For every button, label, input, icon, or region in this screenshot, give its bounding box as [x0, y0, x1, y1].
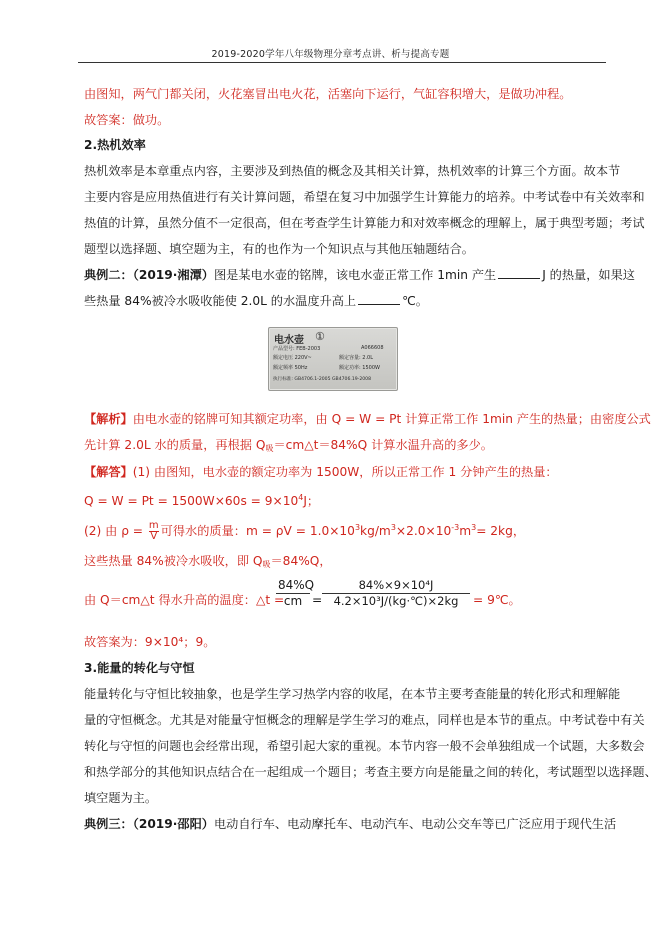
- answer-line-5-prefix: 由 Q＝cm△t 得水升高的温度：△t =: [84, 593, 285, 607]
- s2-line-2: 主要内容是应用热值进行有关计算问题，希望在复习中加强学生计算能力的培养。中考试卷中有关效率和: [84, 190, 645, 204]
- analysis-line-1: 【解析】由电水壶的铭牌可知其额定功率，由 Q = W = Pt 计算正常工作 1min 产生的热量；由密度公式: [84, 412, 651, 426]
- analysis-line-2: 先计算 2.0L 水的质量，再根据 $Q_吸=cm\triangle t=84\%Q$ 计算水温升高的多少。: [84, 438, 493, 453]
- answer-line-3: (2) 由 ρ = $\frac{m}{V}$ 可得水的质量：$m = \rho V = 1.0\times 10^3kg/m^3\times 2.0\times 10^{-3}m^3= 2kg$，: [84, 520, 526, 542]
- p2: 故答案：做功。: [84, 113, 170, 127]
- p1: 由图知，两气门都关闭，火花塞冒出电火花，活塞向下运行，气缸容积增大，是做功冲程。: [84, 87, 572, 101]
- s2-line-3: 热值的计算，虽然分值不一定很高，但在考查学生计算能力和对效率概念的理解上，属于典型考题；考试: [84, 216, 645, 230]
- example-3-label: 典例三：（2019·邵阳）: [84, 817, 214, 831]
- section-2-title: 2.热机效率: [84, 138, 146, 152]
- numeric-fraction: 84%×9×10⁴J 4.2×10³J/(kg·℃)×2kg: [322, 578, 470, 608]
- s2-line-4: 题型以选择题、填空题为主，有的也作为一个知识点与其他压轴题结合。: [84, 242, 474, 256]
- example-2-question-line-2: 些热量 84%被冷水吸收能使 2.0L 的水温度升高上 ℃。: [84, 294, 428, 308]
- equals-sign: =: [312, 593, 323, 607]
- example-2-question-line-1: 典例二：（2019·湘潭）图是某电水壶的铭牌，该电水壶正常工作 1min 产生 J 的热量，如果这: [84, 268, 635, 282]
- page-header: 2019-2020学年八年级物理分章考点讲、析与提高专题: [211, 49, 450, 60]
- s3-line-4: 和热学部分的其他知识点结合在一起组成一个题目；考查主要方向是能量之间的转化，考试题型以选择题、: [84, 765, 657, 779]
- answer-blank-1: [498, 267, 540, 279]
- header-divider: [78, 62, 606, 63]
- answer-line-4: 这些热量 84%被冷水吸收，即 $Q_吸=84\%Q$，: [84, 554, 332, 569]
- answer-blank-2: [358, 293, 400, 305]
- analysis-label: 【解析】: [84, 412, 133, 426]
- answer-label: 【解答】: [84, 465, 133, 479]
- s3-line-2: 量的守恒概念。尤其是对能量守恒概念的理解是学生学习的难点，同样也是本节的重点。中考试卷中有关: [84, 713, 645, 727]
- section-3-title: 3.能量的转化与守恒: [84, 661, 195, 675]
- answer-line-5-result: = 9℃。: [473, 593, 521, 607]
- example-2-label: 典例二：（2019·湘潭）: [84, 268, 214, 282]
- temperature-fraction: 84%Q cm: [278, 578, 315, 608]
- answer-line-1: 【解答】(1) 由图知，电水壶的额定功率为 1500W，所以正常工作 1 分钟产生的热量：: [84, 465, 558, 479]
- answer-line-2: $Q = W = Pt = 1500W\times 60s = 9\times 10^4J$；: [84, 493, 320, 508]
- s3-line-5: 填空题为主。: [84, 791, 158, 805]
- s3-line-1: 能量转化与守恒比较抽象，也是学生学习热学内容的收尾，在本节主要考查能量的转化形式和理解能: [84, 687, 621, 701]
- final-answer: 故答案为：9×10⁴；9。: [84, 635, 216, 649]
- s2-line-1: 热机效率是本章重点内容，主要涉及到热值的概念及其相关计算，热机效率的计算三个方面。故本节: [84, 164, 621, 178]
- example-3-line: 典例三：（2019·邵阳）电动自行车、电动摩托车、电动汽车、电动公交车等已广泛应用于现代生活: [84, 817, 617, 831]
- s3-line-3: 转化与守恒的问题也会经常出现，希望引起大家的重视。本节内容一般不会单独组成一个试题，大多数会: [84, 739, 645, 753]
- kettle-nameplate-image: 电水壶 ① 产品型号: FEB-2003 A066608 额定电压 220V~ 额定容量: 2.0L 额定频率 50Hz 额定功率: 1500W 执行标准: GB4706.1-2005 GB4706.19-2008: [268, 327, 398, 391]
- density-fraction: $\frac{m}{V}$: [148, 520, 159, 542]
